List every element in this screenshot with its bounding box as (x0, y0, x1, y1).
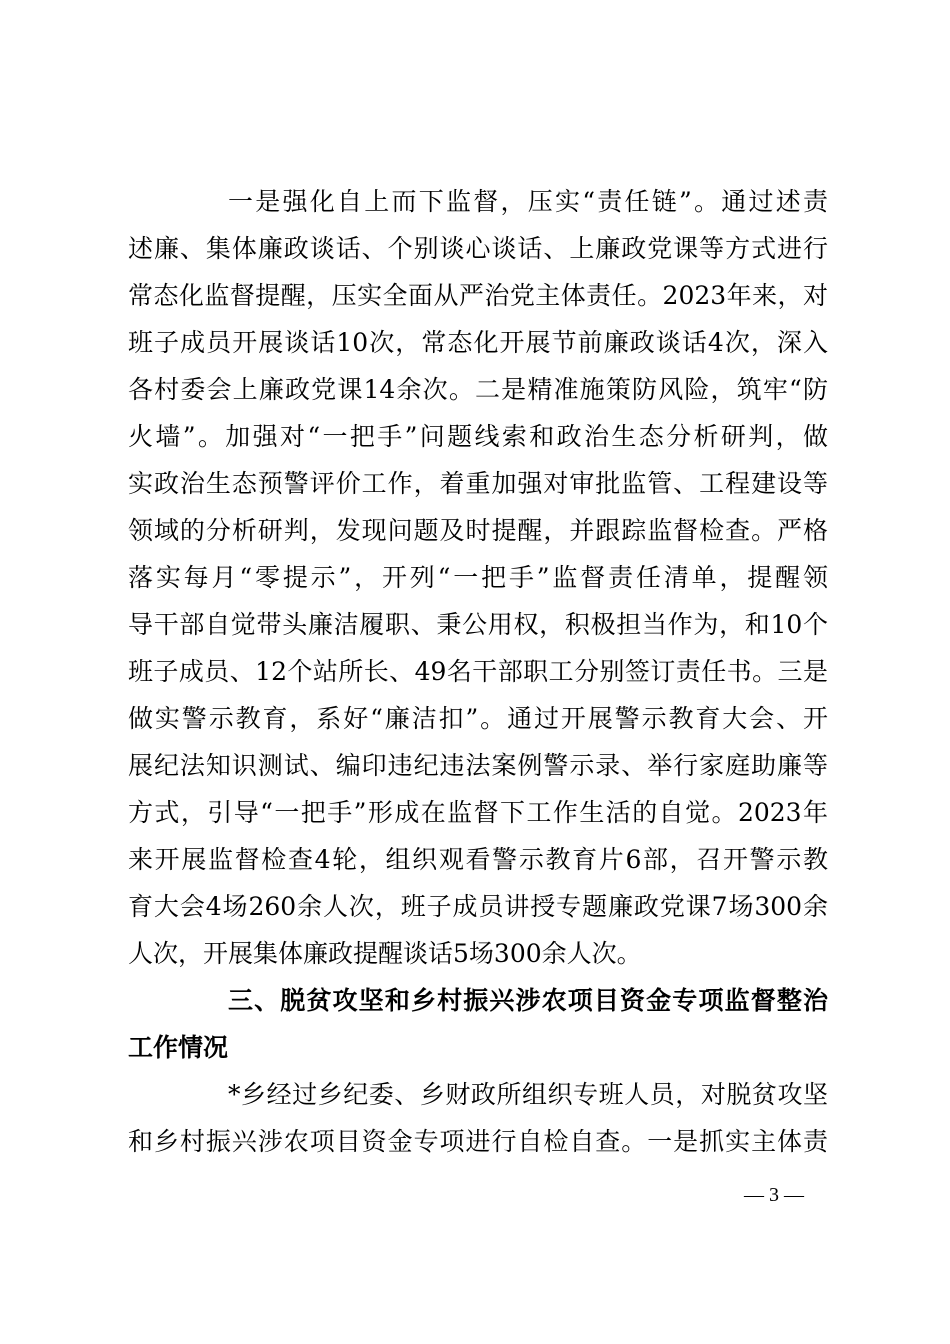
text-line: 各村委会上廉政党课14余次。二是精准施策防风险，筑牢“防 (128, 375, 828, 404)
text-line: 述廉、集体廉政谈话、个别谈心谈话、上廉政党课等方式进行 (128, 234, 828, 263)
text-line: 实政治生态预警评价工作，着重加强对审批监管、工程建设等 (128, 469, 828, 498)
text-line: 方式，引导“一把手”形成在监督下工作生活的自觉。2023年 (128, 798, 828, 827)
text-line: 班子成员、12个站所长、49名干部职工分别签订责任书。三是 (128, 657, 828, 686)
text-line: 展纪法知识测试、编印违纪违法案例警示录、举行家庭助廉等 (128, 751, 828, 780)
text-line: 领域的分析研判，发现问题及时提醒，并跟踪监督检查。严格 (128, 516, 828, 545)
text-line: 一是强化自上而下监督，压实“责任链”。通过述责 (228, 187, 828, 216)
text-line: 育大会4场260余人次，班子成员讲授专题廉政党课7场300余 (128, 892, 828, 921)
text-line: 落实每月“零提示”，开列“一把手”监督责任清单，提醒领 (128, 563, 828, 592)
text-line: 火墙”。加强对“一把手”问题线索和政治生态分析研判，做 (128, 422, 828, 451)
text-line: 做实警示教育，系好“廉洁扣”。通过开展警示教育大会、开 (128, 704, 828, 733)
heading-line: 三、脱贫攻坚和乡村振兴涉农项目资金专项监督整治 (228, 986, 828, 1015)
text-line: 导干部自觉带头廉洁履职、秉公用权，积极担当作为，和10个 (128, 610, 828, 639)
text-line: 人次，开展集体廉政提醒谈话5场300余人次。 (128, 939, 642, 968)
heading-line: 工作情况 (128, 1033, 229, 1062)
text-line: 来开展监督检查4轮，组织观看警示教育片6部，召开警示教 (128, 845, 828, 874)
text-line: 班子成员开展谈话10次，常态化开展节前廉政谈话4次，深入 (128, 328, 828, 357)
text-line: 常态化监督提醒，压实全面从严治党主体责任。2023年来，对 (128, 281, 828, 310)
text-line: *乡经过乡纪委、乡财政所组织专班人员，对脱贫攻坚 (228, 1080, 828, 1109)
page-number: — 3 — (744, 1184, 804, 1206)
text-line: 和乡村振兴涉农项目资金专项进行自检自查。一是抓实主体责 (128, 1127, 828, 1156)
